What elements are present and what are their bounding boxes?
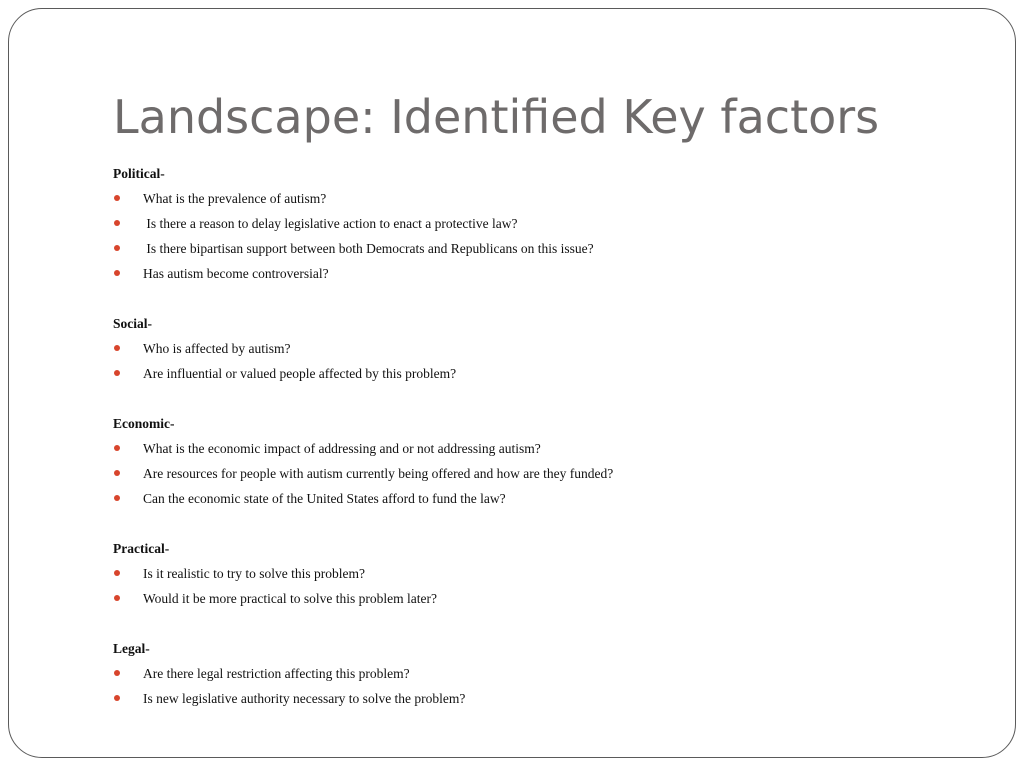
bullet-dot-icon bbox=[114, 595, 120, 601]
section-heading: Legal- bbox=[113, 641, 150, 656]
bullet-text: Is there a reason to delay legislative action to enact a protective law? bbox=[143, 216, 518, 231]
bullet-dot-icon bbox=[114, 245, 120, 251]
section-political bbox=[113, 161, 973, 286]
bullet-text: Is new legislative authority necessary to solve the problem? bbox=[143, 691, 466, 706]
bullet-item bbox=[113, 461, 973, 486]
bullet-list bbox=[113, 436, 973, 511]
bullet-dot-icon bbox=[114, 495, 120, 501]
bullet-list bbox=[113, 661, 973, 711]
section-social bbox=[113, 311, 973, 386]
bullet-item bbox=[113, 586, 973, 611]
bullet-text: Who is affected by autism? bbox=[143, 341, 291, 356]
bullet-text: Has autism become controversial? bbox=[143, 266, 329, 281]
bullet-item bbox=[113, 186, 973, 211]
section-heading: Economic- bbox=[113, 416, 175, 431]
bullet-text: Are there legal restriction affecting this problem? bbox=[143, 666, 410, 681]
bullet-dot-icon bbox=[114, 345, 120, 351]
bullet-dot-icon bbox=[114, 570, 120, 576]
bullet-text: Is it realistic to try to solve this problem? bbox=[143, 566, 365, 581]
bullet-dot-icon bbox=[114, 445, 120, 451]
section-practical bbox=[113, 536, 973, 611]
slide-content bbox=[113, 161, 973, 736]
bullet-item bbox=[113, 686, 973, 711]
bullet-item bbox=[113, 211, 973, 236]
bullet-text: What is the prevalence of autism? bbox=[143, 191, 327, 206]
bullet-dot-icon bbox=[114, 195, 120, 201]
bullet-dot-icon bbox=[114, 370, 120, 376]
bullet-dot-icon bbox=[114, 470, 120, 476]
bullet-text: Is there bipartisan support between both Democrats and Republicans on this issue? bbox=[143, 241, 594, 256]
bullet-list bbox=[113, 336, 973, 386]
bullet-item bbox=[113, 261, 973, 286]
bullet-list bbox=[113, 561, 973, 611]
bullet-list bbox=[113, 186, 973, 286]
section-heading: Political- bbox=[113, 166, 165, 181]
bullet-item bbox=[113, 561, 973, 586]
bullet-item bbox=[113, 661, 973, 686]
section-heading: Social- bbox=[113, 316, 152, 331]
bullet-text: Are resources for people with autism currently being offered and how are they funded? bbox=[143, 466, 614, 481]
slide-title: Landscape: Identified Key factors bbox=[113, 90, 880, 144]
bullet-text: Are influential or valued people affected by this problem? bbox=[143, 366, 457, 381]
bullet-item bbox=[113, 361, 973, 386]
bullet-dot-icon bbox=[114, 220, 120, 226]
section-heading: Practical- bbox=[113, 541, 170, 556]
bullet-dot-icon bbox=[114, 670, 120, 676]
bullet-dot-icon bbox=[114, 270, 120, 276]
bullet-item bbox=[113, 236, 973, 261]
bullet-dot-icon bbox=[114, 695, 120, 701]
bullet-text: Can the economic state of the United States afford to fund the law? bbox=[143, 491, 506, 506]
section-legal bbox=[113, 636, 973, 711]
bullet-text: Would it be more practical to solve this problem later? bbox=[143, 591, 437, 606]
section-economic bbox=[113, 411, 973, 511]
bullet-item bbox=[113, 486, 973, 511]
bullet-item bbox=[113, 336, 973, 361]
bullet-item bbox=[113, 436, 973, 461]
bullet-text: What is the economic impact of addressing and or not addressing autism? bbox=[143, 441, 541, 456]
